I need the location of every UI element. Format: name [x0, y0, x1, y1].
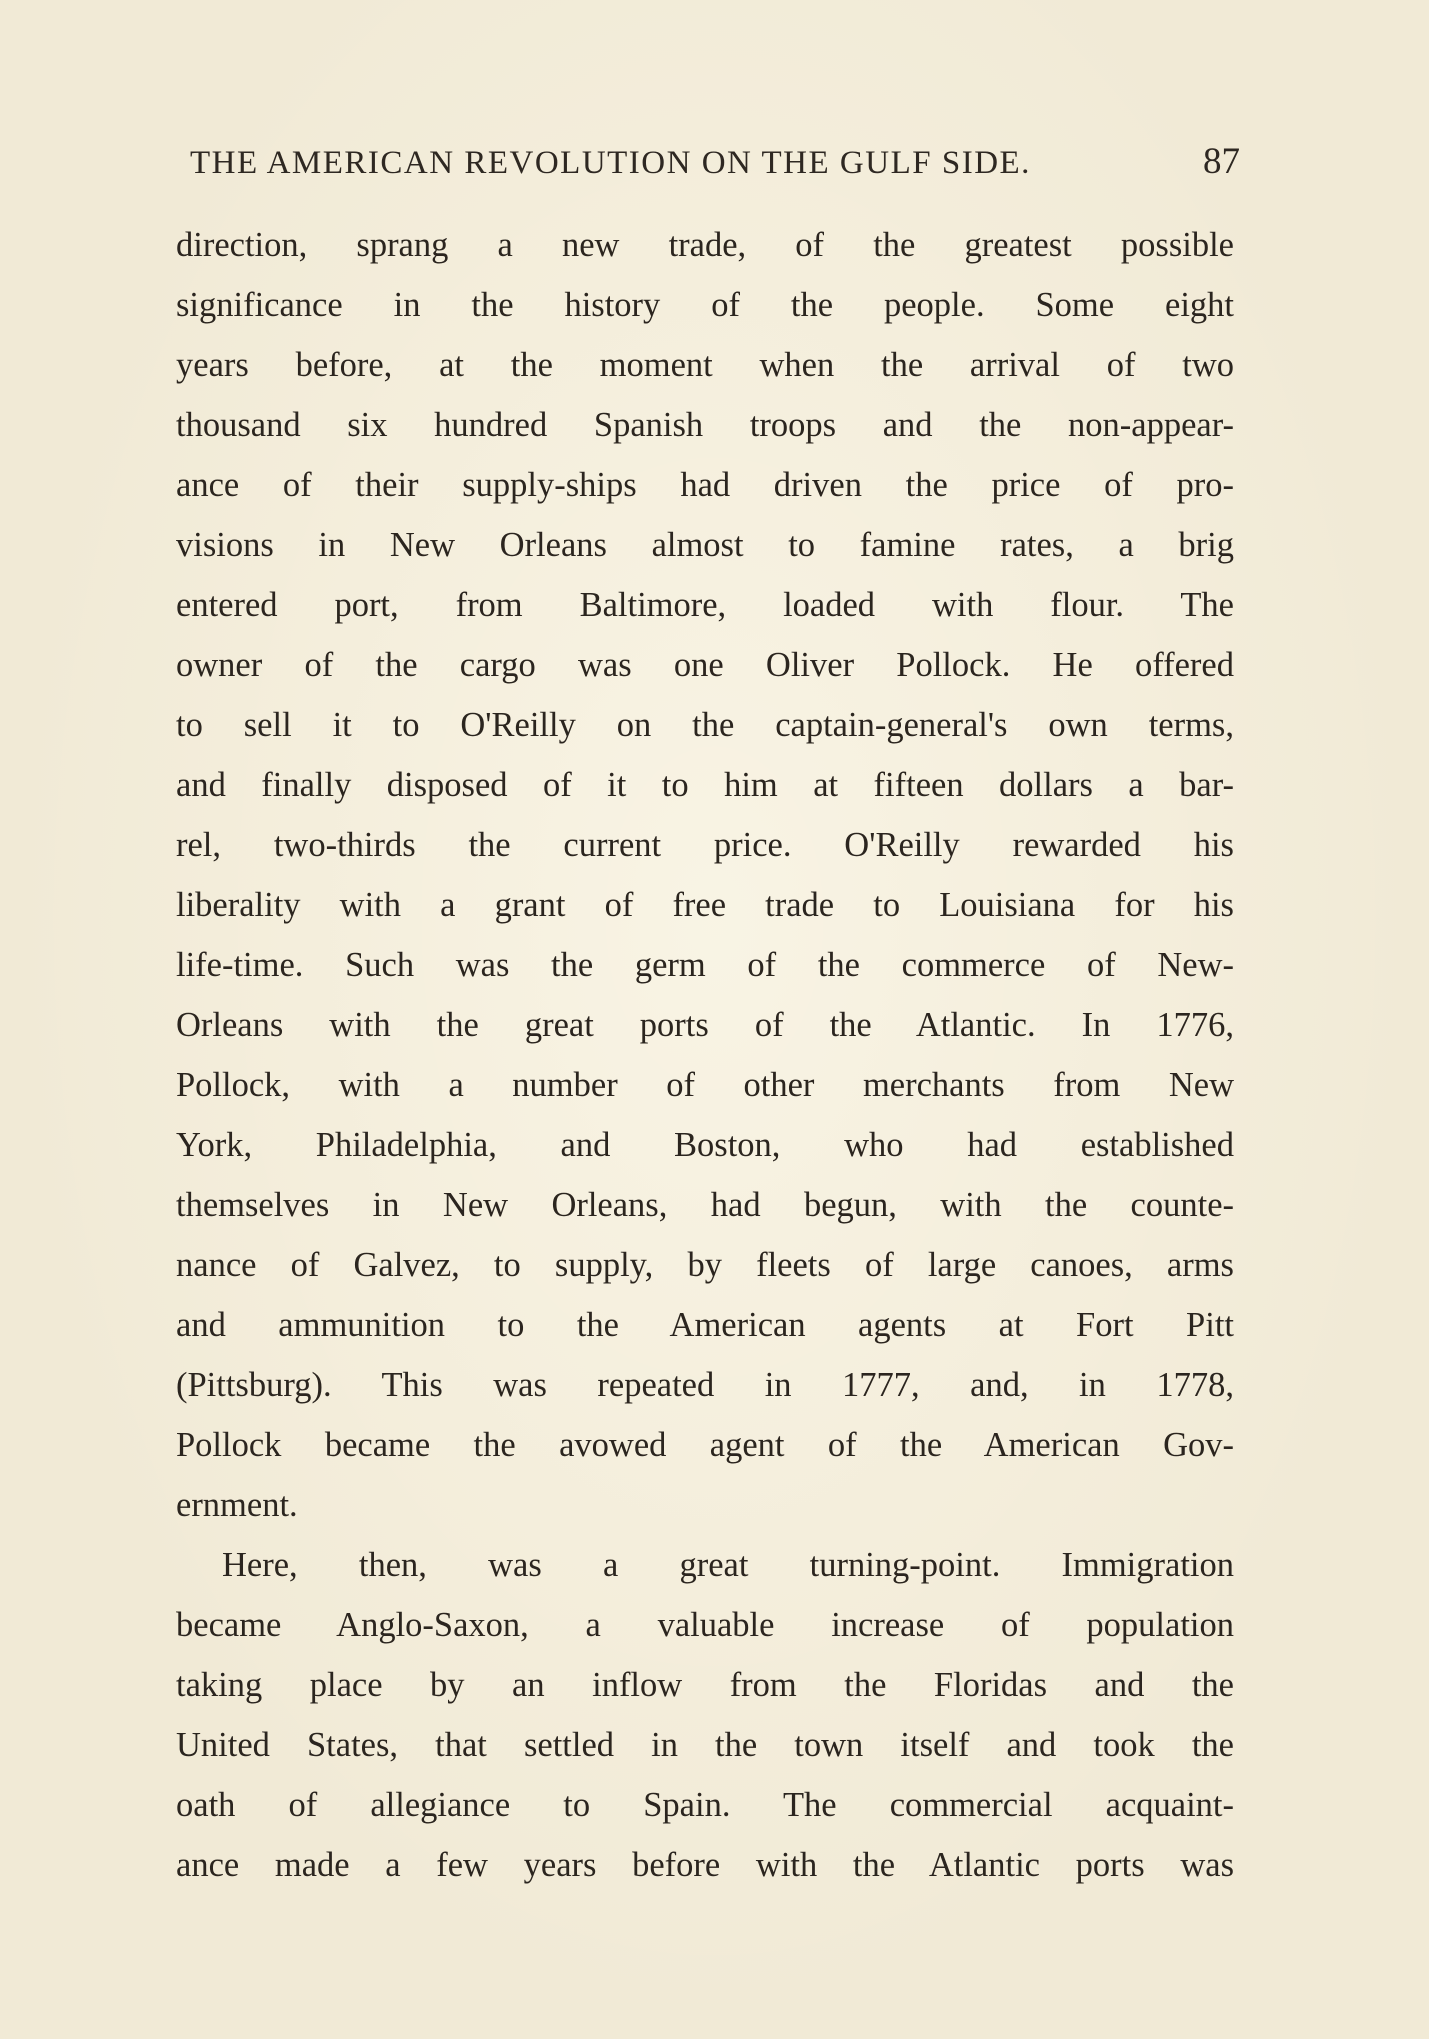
text-line: ance of their supply-ships had driven the price of pro- [176, 466, 1234, 504]
text-line: and finally disposed of it to him at fifteen dollars a bar- [176, 766, 1234, 804]
text-line: taking place by an inflow from the Floridas and the [176, 1666, 1234, 1704]
text-line: and ammunition to the American agents at Fort Pitt [176, 1306, 1234, 1344]
text-line: owner of the cargo was one Oliver Pollock. He offered [176, 646, 1234, 684]
text-line: United States, that settled in the town itself and took the [176, 1726, 1234, 1764]
text-line: life-time. Such was the germ of the commerce of New- [176, 946, 1234, 984]
text-line: became Anglo-Saxon, a valuable increase of population [176, 1606, 1234, 1644]
page-number: 87 [1203, 141, 1240, 182]
paragraph-2 [176, 1535, 1234, 1895]
text-line: Here, then, was a great turning-point. Immigration [222, 1546, 1234, 1584]
text-line: entered port, from Baltimore, loaded with flour. The [176, 586, 1234, 624]
running-header [190, 140, 1240, 190]
text-line: ernment. [176, 1486, 298, 1524]
text-line: ance made a few years before with the Atlantic ports was [176, 1846, 1234, 1884]
text-line: rel, two-thirds the current price. O'Reilly rewarded his [176, 826, 1234, 864]
text-line: thousand six hundred Spanish troops and the non-appear- [176, 406, 1234, 444]
text-line: visions in New Orleans almost to famine rates, a brig [176, 526, 1234, 564]
text-line: to sell it to O'Reilly on the captain-general's own terms, [176, 706, 1234, 744]
text-line: Pollock became the avowed agent of the American Gov- [176, 1426, 1234, 1464]
text-line: York, Philadelphia, and Boston, who had established [176, 1126, 1234, 1164]
running-title: THE AMERICAN REVOLUTION ON THE GULF SIDE. [190, 145, 1031, 181]
text-line: years before, at the moment when the arrival of two [176, 346, 1234, 384]
text-line: significance in the history of the people. Some eight [176, 286, 1234, 324]
body-text [176, 215, 1234, 1895]
text-line: liberality with a grant of free trade to Louisiana for his [176, 886, 1234, 924]
text-line: nance of Galvez, to supply, by fleets of large canoes, arms [176, 1246, 1234, 1284]
text-line: oath of allegiance to Spain. The commercial acquaint- [176, 1786, 1234, 1824]
text-line: themselves in New Orleans, had begun, with the counte- [176, 1186, 1234, 1224]
paragraph-1 [176, 215, 1234, 1535]
text-line: (Pittsburg). This was repeated in 1777, and, in 1778, [176, 1366, 1234, 1404]
text-line: Pollock, with a number of other merchants from New [176, 1066, 1234, 1104]
text-line: Orleans with the great ports of the Atlantic. In 1776, [176, 1006, 1234, 1044]
text-line: direction, sprang a new trade, of the greatest possible [176, 226, 1234, 264]
